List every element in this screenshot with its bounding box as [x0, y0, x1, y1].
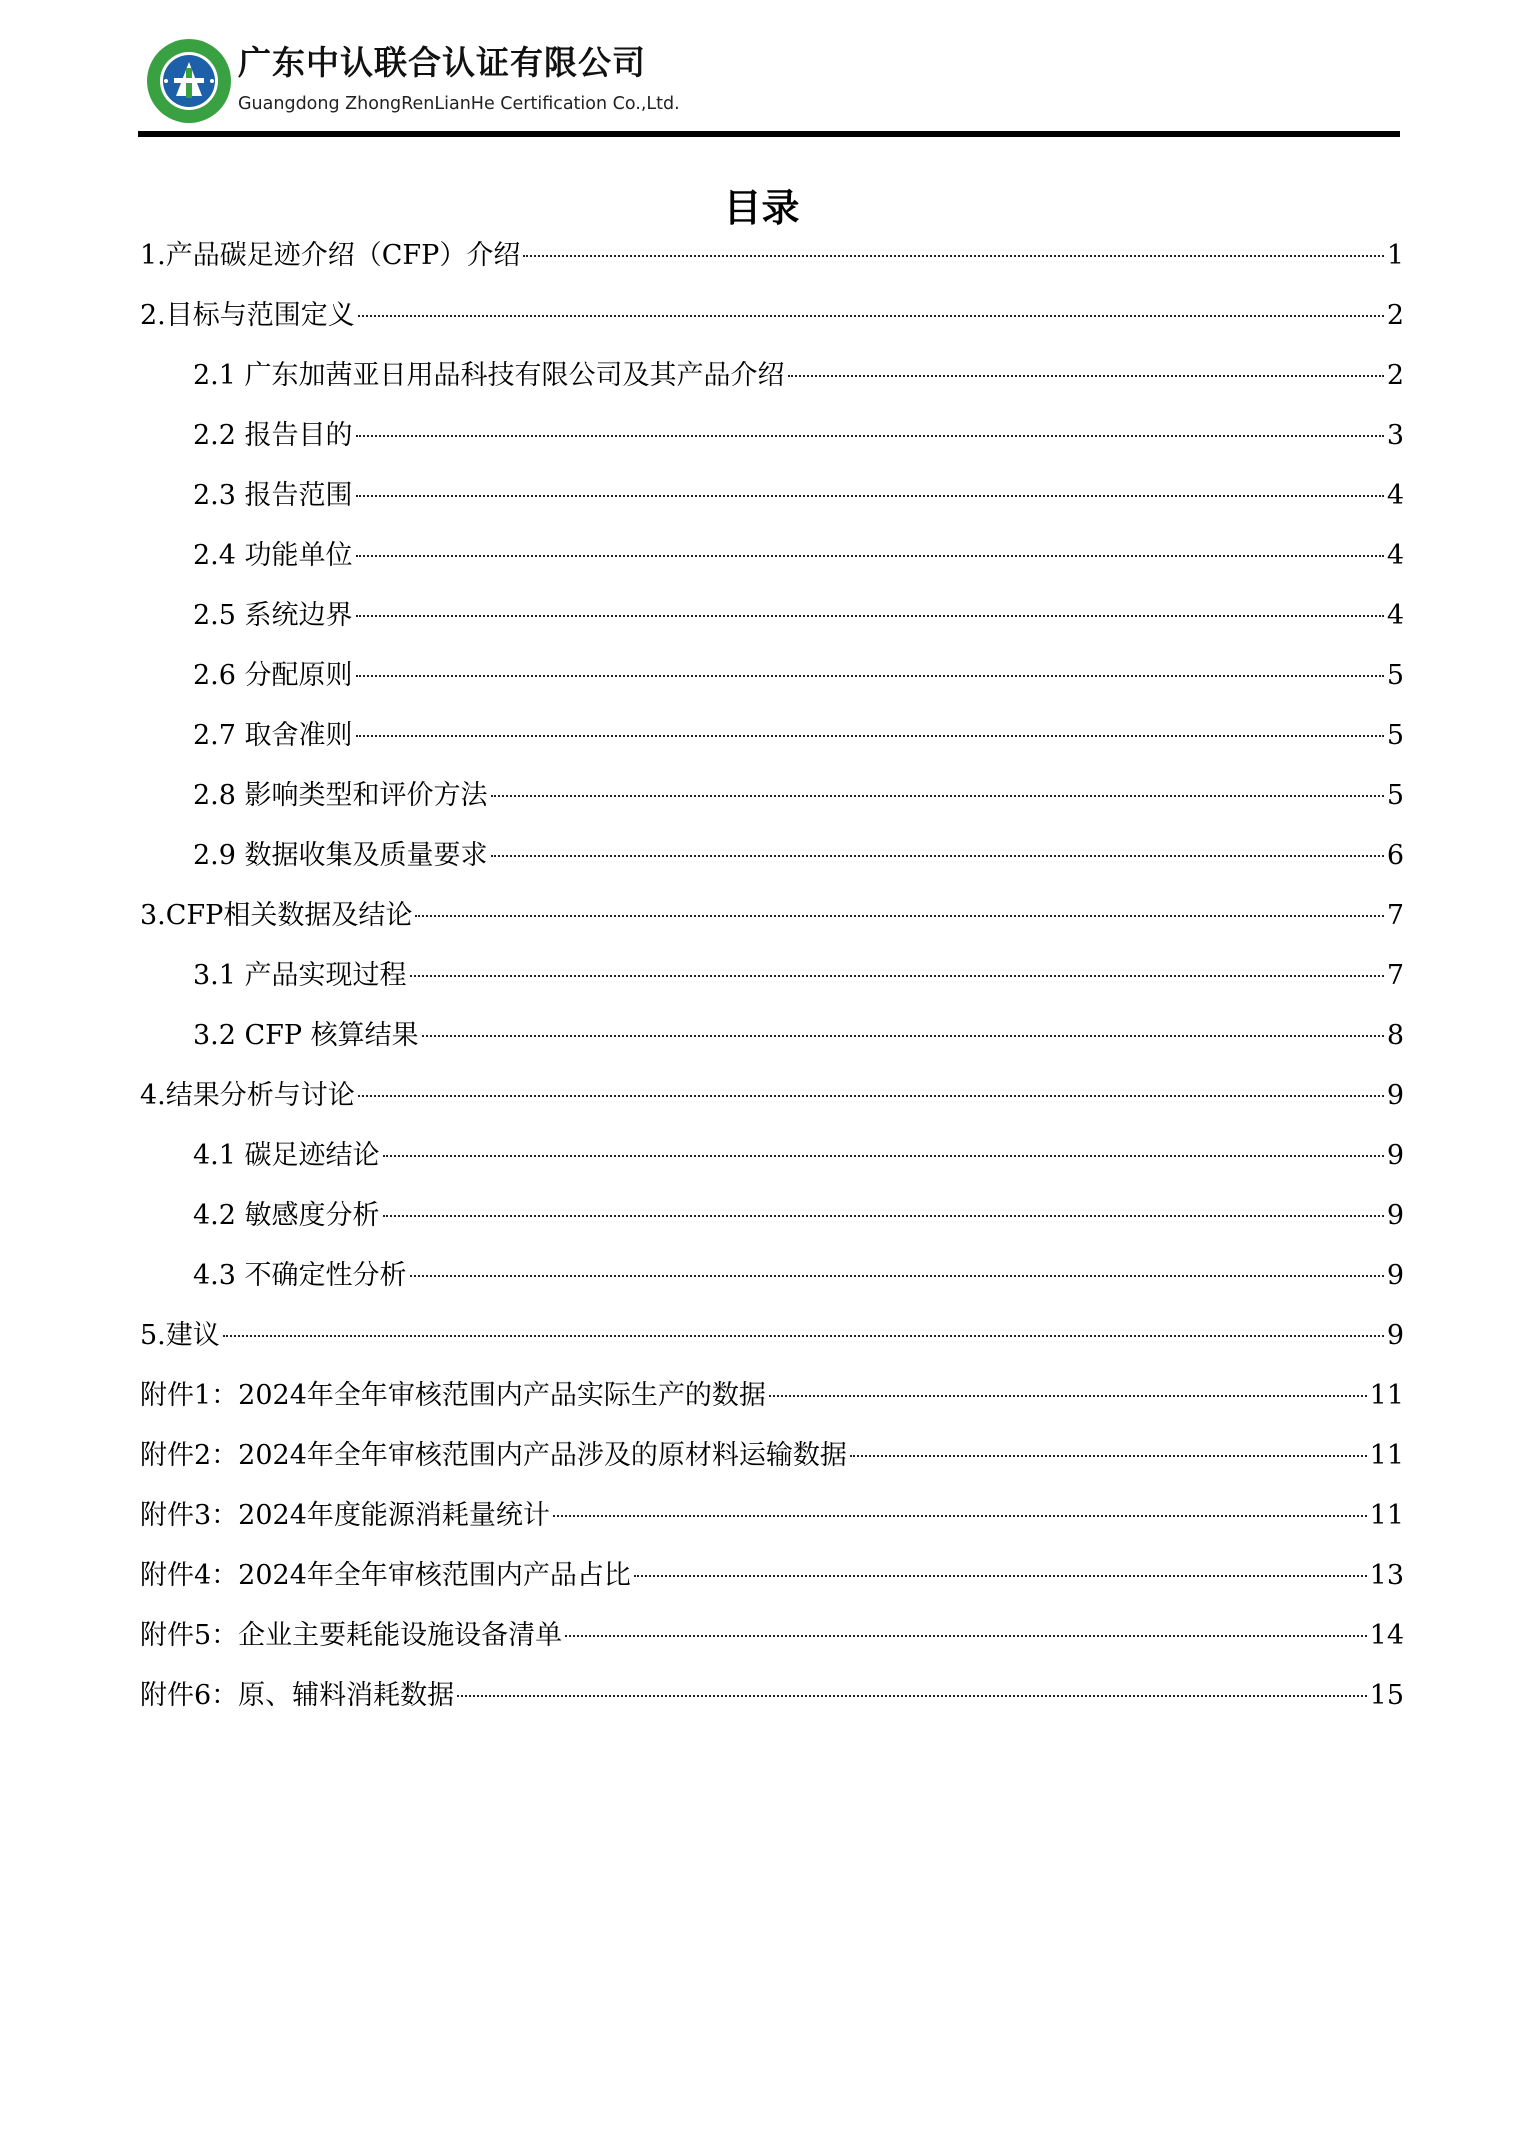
dot-leader [634, 1575, 1367, 1577]
toc-entry[interactable] [140, 1496, 1404, 1556]
toc-entry-page-number: 5 [1386, 720, 1404, 751]
toc-entry-page-number: 9 [1386, 1200, 1404, 1231]
toc-entry[interactable] [140, 536, 1404, 596]
toc-entry[interactable] [140, 1616, 1404, 1676]
toc-entry[interactable] [140, 776, 1404, 836]
toc-entry-label: 1.产品碳足迹介绍（CFP）介绍 [140, 240, 521, 271]
table-of-contents [140, 236, 1404, 1736]
dot-leader [356, 555, 1384, 557]
dot-leader [415, 915, 1383, 917]
dot-leader [457, 1695, 1366, 1697]
toc-entry-page-number: 2 [1386, 300, 1404, 331]
dot-leader [491, 855, 1384, 857]
toc-entry[interactable] [140, 1316, 1404, 1376]
toc-entry-page-number: 7 [1386, 900, 1404, 931]
toc-entry-page-number: 11 [1369, 1500, 1404, 1531]
dot-leader [769, 1395, 1367, 1397]
toc-entry[interactable] [140, 1676, 1404, 1736]
toc-entry-label: 附件3：2024年度能源消耗量统计 [140, 1500, 550, 1531]
toc-entry[interactable] [140, 1076, 1404, 1136]
toc-entry-label: 附件4：2024年全年审核范围内产品占比 [140, 1560, 631, 1591]
toc-entry-label: 2.8 影响类型和评价方法 [193, 780, 488, 811]
toc-entry-label: 2.6 分配原则 [193, 660, 353, 691]
toc-entry[interactable] [140, 1136, 1404, 1196]
toc-entry-label: 4.结果分析与讨论 [140, 1080, 355, 1111]
dot-leader [491, 795, 1384, 797]
toc-entry-label: 2.2 报告目的 [193, 420, 353, 451]
dot-leader [356, 435, 1384, 437]
toc-entry-page-number: 9 [1386, 1320, 1404, 1351]
company-name-en: Guangdong ZhongRenLianHe Certification Co.,Ltd. [238, 94, 680, 114]
toc-entry-page-number: 8 [1386, 1020, 1404, 1051]
toc-entry-page-number: 5 [1386, 660, 1404, 691]
toc-entry[interactable] [140, 1196, 1404, 1256]
toc-entry-page-number: 13 [1369, 1560, 1404, 1591]
dot-leader [523, 255, 1383, 257]
toc-entry-page-number: 11 [1369, 1440, 1404, 1471]
dot-leader [788, 375, 1384, 377]
toc-entry[interactable] [140, 1556, 1404, 1616]
toc-entry[interactable] [140, 656, 1404, 716]
dot-leader [356, 495, 1384, 497]
header-divider [138, 131, 1400, 137]
toc-entry-label: 3.1 产品实现过程 [193, 960, 407, 991]
dot-leader [850, 1455, 1367, 1457]
dot-leader [383, 1215, 1384, 1217]
toc-title: 目录 [723, 186, 800, 230]
toc-entry-label: 3.CFP相关数据及结论 [140, 900, 413, 931]
toc-entry-label: 5.建议 [140, 1320, 220, 1351]
toc-entry-label: 4.3 不确定性分析 [193, 1260, 407, 1291]
dot-leader [356, 675, 1384, 677]
dot-leader [358, 1095, 1384, 1097]
toc-entry-label: 附件1：2024年全年审核范围内产品实际生产的数据 [140, 1380, 766, 1411]
dot-leader [410, 1275, 1384, 1277]
toc-entry-label: 附件2：2024年全年审核范围内产品涉及的原材料运输数据 [140, 1440, 847, 1471]
toc-entry-label: 2.1 广东加茜亚日用品科技有限公司及其产品介绍 [193, 360, 785, 391]
company-logo [146, 38, 232, 124]
toc-entry[interactable] [140, 956, 1404, 1016]
toc-entry-page-number: 6 [1386, 840, 1404, 871]
toc-entry[interactable] [140, 1376, 1404, 1436]
dot-leader [223, 1335, 1384, 1337]
dot-leader [356, 735, 1384, 737]
company-name-cn: 广东中认联合认证有限公司 [238, 43, 646, 82]
toc-entry-page-number: 5 [1386, 780, 1404, 811]
toc-entry[interactable] [140, 836, 1404, 896]
toc-entry[interactable] [140, 896, 1404, 956]
toc-entry-page-number: 15 [1369, 1680, 1404, 1711]
toc-entry-label: 2.5 系统边界 [193, 600, 353, 631]
toc-entry[interactable] [140, 716, 1404, 776]
toc-entry-label: 4.1 碳足迹结论 [193, 1140, 380, 1171]
toc-entry[interactable] [140, 356, 1404, 416]
toc-entry-page-number: 4 [1386, 540, 1404, 571]
toc-entry-label: 2.4 功能单位 [193, 540, 353, 571]
dot-leader [565, 1635, 1366, 1637]
toc-entry-label: 4.2 敏感度分析 [193, 1200, 380, 1231]
dot-leader [356, 615, 1384, 617]
toc-entry-label: 3.2 CFP 核算结果 [193, 1020, 419, 1051]
toc-entry[interactable] [140, 296, 1404, 356]
toc-entry-label: 2.3 报告范围 [193, 480, 353, 511]
toc-entry-page-number: 4 [1386, 480, 1404, 511]
toc-entry-label: 附件5：企业主要耗能设施设备清单 [140, 1620, 563, 1651]
toc-entry[interactable] [140, 1016, 1404, 1076]
toc-entry-page-number: 9 [1386, 1140, 1404, 1171]
toc-entry-label: 附件6：原、辅料消耗数据 [140, 1680, 455, 1711]
dot-leader [383, 1155, 1384, 1157]
toc-entry-page-number: 4 [1386, 600, 1404, 631]
toc-entry[interactable] [140, 416, 1404, 476]
toc-entry-label: 2.目标与范围定义 [140, 300, 355, 331]
page-header [138, 36, 1400, 136]
toc-entry-page-number: 3 [1386, 420, 1404, 451]
toc-entry-page-number: 7 [1386, 960, 1404, 991]
dot-leader [410, 975, 1384, 977]
toc-entry[interactable] [140, 1256, 1404, 1316]
dot-leader [422, 1035, 1384, 1037]
toc-entry-page-number: 1 [1386, 240, 1404, 271]
toc-entry-label: 2.9 数据收集及质量要求 [193, 840, 488, 871]
toc-entry-page-number: 14 [1369, 1620, 1404, 1651]
toc-entry-page-number: 9 [1386, 1260, 1404, 1291]
dot-leader [553, 1515, 1367, 1517]
toc-entry-page-number: 9 [1386, 1080, 1404, 1111]
toc-entry-label: 2.7 取舍准则 [193, 720, 353, 751]
toc-entry-page-number: 2 [1386, 360, 1404, 391]
toc-entry[interactable] [140, 1436, 1404, 1496]
toc-entry-page-number: 11 [1369, 1380, 1404, 1411]
toc-entry[interactable] [140, 596, 1404, 656]
dot-leader [358, 315, 1384, 317]
toc-entry[interactable] [140, 236, 1404, 296]
toc-entry[interactable] [140, 476, 1404, 536]
